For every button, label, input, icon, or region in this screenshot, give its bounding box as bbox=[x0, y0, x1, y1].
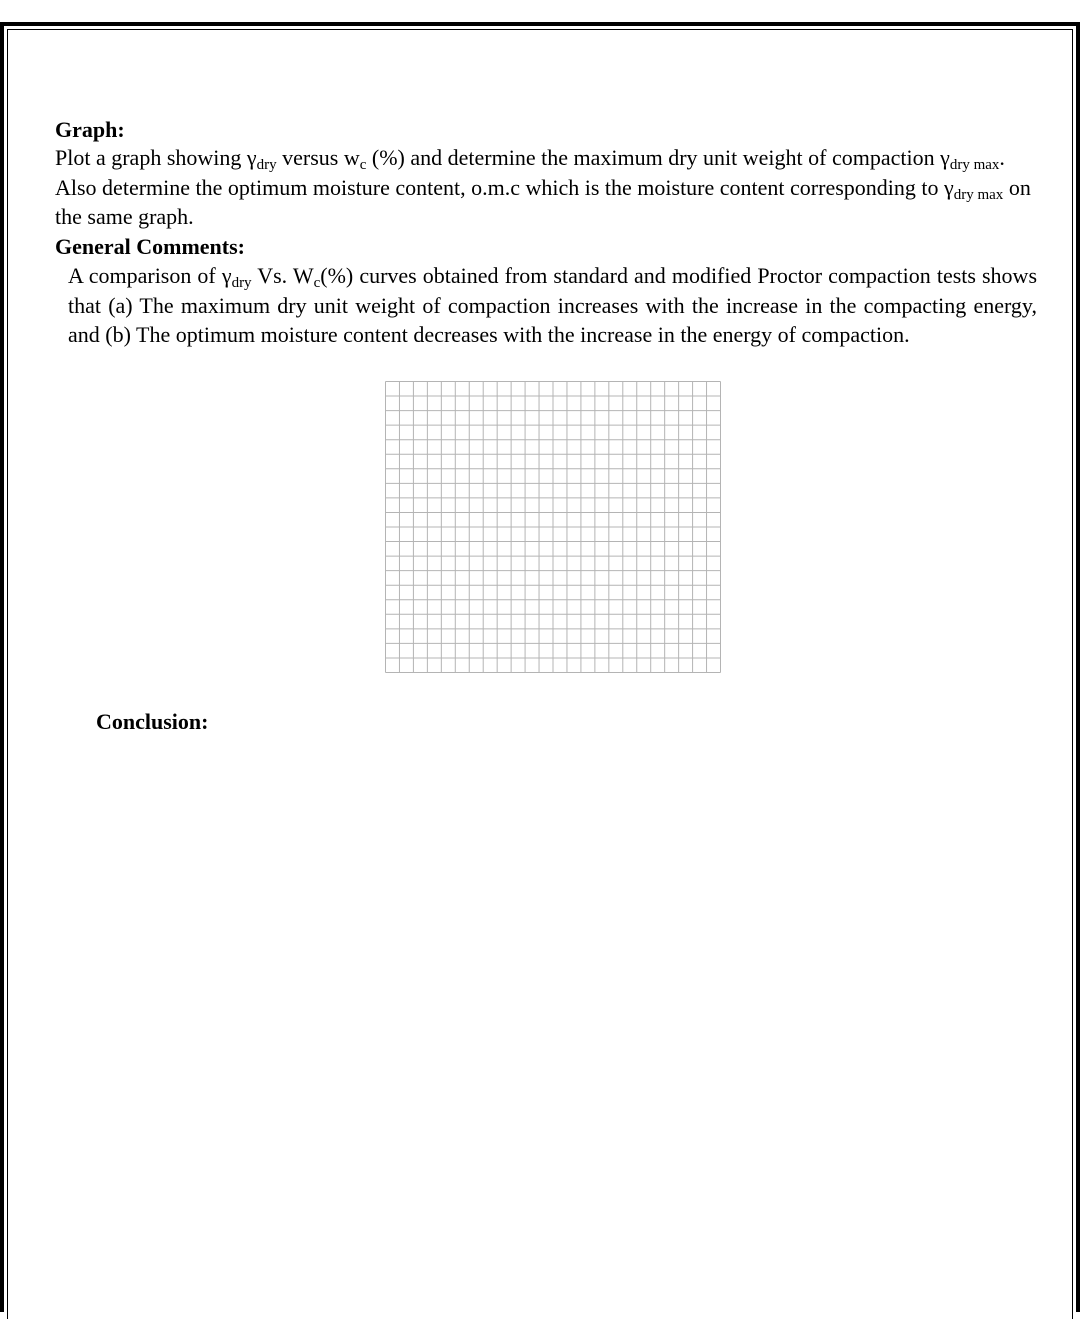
graph-instructions: Plot a graph showing $\gamma_{dry}$ versus $w_c$ (%) and determine the maximum dry unit weight of compaction $\gamma_{dry max}$. Also determine the optimum moisture content, o.m.c which is the moisture content corresponding to $\gamma_{dry max}$ on the same graph. bbox=[55, 145, 1031, 229]
general-comments-text: A comparison of $\gamma_{dry}$ Vs. $W_c(\%)$ curves obtained from standard and modified Proctor compaction tests shows that (a) The maximum dry unit weight of compaction increases with the increase in the compacting energy, and (b) The optimum moisture content decreases with the increase in the energy of compaction. bbox=[68, 263, 1038, 347]
gamma-symbol: γ bbox=[246, 145, 257, 170]
gamma-symbol: γ bbox=[944, 174, 954, 200]
graph-paper-grid bbox=[385, 381, 721, 673]
conclusion-heading: Conclusion: bbox=[96, 709, 209, 734]
gamma-symbol: γ bbox=[940, 145, 950, 170]
general-comments-heading: General Comments: bbox=[55, 234, 246, 259]
graph-heading: Graph: bbox=[55, 117, 125, 142]
gamma-symbol: γ bbox=[221, 263, 232, 288]
